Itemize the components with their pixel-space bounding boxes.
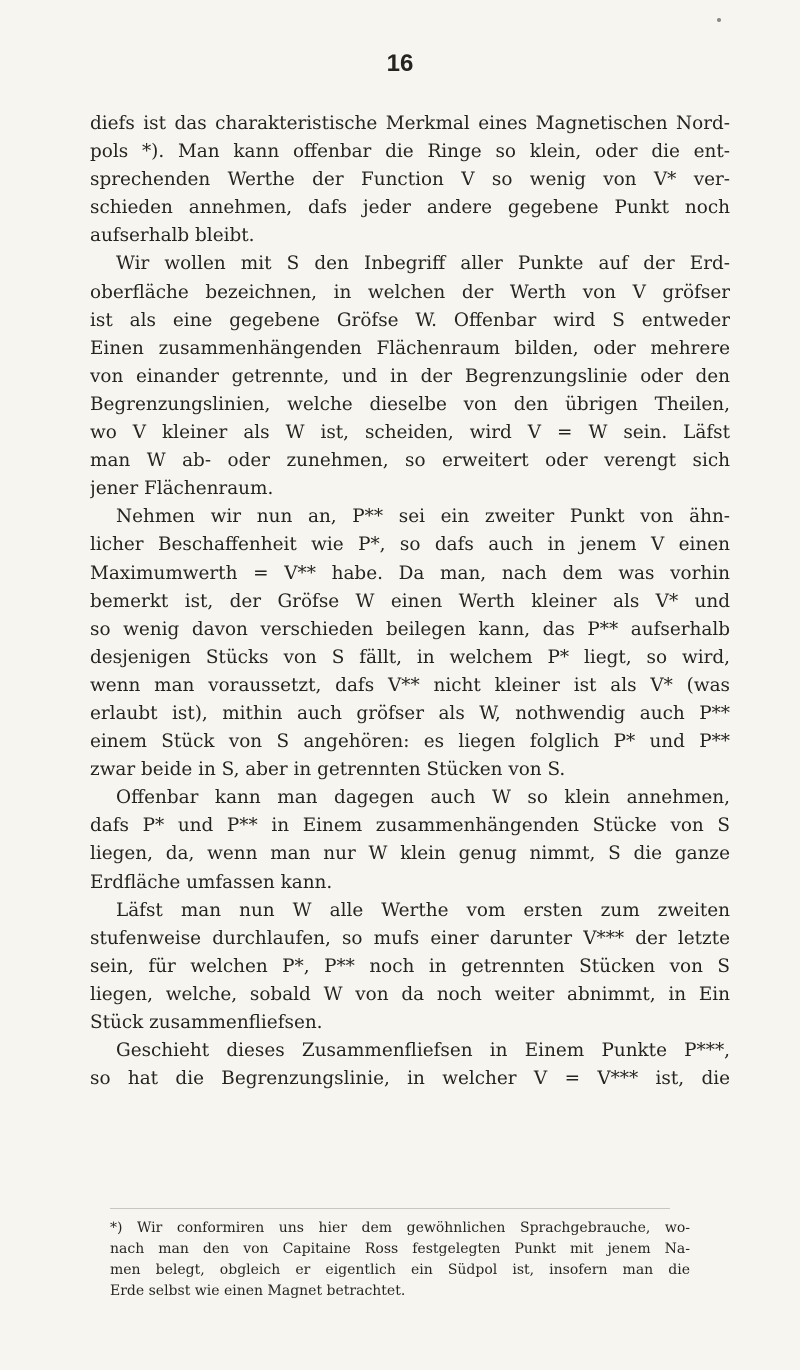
- body-line: diefs ist das charakteristische Merkmal eines Magnetischen Nord-: [90, 113, 730, 134]
- body-line: man W ab- oder zunehmen, so erweitert oder verengt sich: [90, 450, 730, 472]
- body-line: Einen zusammenhängenden Flächenraum bilden, oder mehrere: [90, 337, 730, 359]
- body-line: Läfst man nun W alle Werthe vom ersten zum zweiten: [116, 899, 730, 921]
- body-line: Erdfläche umfassen kann.: [90, 871, 333, 893]
- body-line: wo V kleiner als W ist, scheiden, wird V = W sein. Läfst: [90, 422, 730, 444]
- body-line: dafs P* und P** in Einem zusammenhängenden Stücke von S: [90, 815, 730, 837]
- body-line: von einander getrennte, und in der Begrenzungslinie oder den: [90, 365, 730, 387]
- footnote: [110, 1218, 690, 1302]
- body-line: bemerkt ist, der Gröfse W einen Werth kleiner als V* und: [90, 590, 730, 612]
- page-number: 16: [386, 50, 414, 77]
- body-line: einem Stück von S angehören: es liegen folglich P* und P**: [90, 731, 730, 753]
- page-speck-mark: [717, 18, 721, 22]
- footnote-line: *) Wir conformiren uns hier dem gewöhnlichen Sprachgebrauche, wo-: [110, 1220, 690, 1236]
- body-text: [90, 110, 730, 1093]
- body-line: Offenbar kann man dagegen auch W so klein annehmen,: [116, 787, 730, 809]
- body-line: Geschieht dieses Zusammenfliefsen in Einem Punkte P***,: [116, 1040, 730, 1062]
- body-line: Begrenzungslinien, welche dieselbe von den übrigen Theilen,: [90, 393, 730, 415]
- body-line: licher Beschaffenheit wie P*, so dafs auch in jenem V einen: [90, 534, 730, 556]
- body-line: liegen, da, wenn man nur W klein genug nimmt, S die ganze: [90, 843, 730, 865]
- body-line: so hat die Begrenzungslinie, in welcher V = V*** ist, die: [90, 1068, 730, 1090]
- body-line: Wir wollen mit S den Inbegriff aller Punkte auf der Erd-: [116, 253, 730, 275]
- body-line: aufserhalb bleibt.: [90, 225, 255, 247]
- body-line: desjenigen Stücks von S fällt, in welchem P* liegt, so wird,: [90, 646, 730, 668]
- body-line: ist als eine gegebene Gröfse W. Offenbar wird S entweder: [90, 309, 730, 331]
- body-line: oberfläche bezeichnen, in welchen der Werth von V gröfser: [90, 281, 730, 303]
- body-line: sprechenden Werthe der Function V so wenig von V* ver-: [90, 169, 730, 191]
- body-line: Maximumwerth = V** habe. Da man, nach dem was vorhin: [90, 562, 730, 584]
- footnote-divider: [110, 1208, 670, 1209]
- body-line: pols *). Man kann offenbar die Ringe so klein, oder die ent-: [90, 141, 730, 163]
- body-line: wenn man voraussetzt, dafs V** nicht kleiner ist als V* (was: [90, 674, 730, 696]
- footnote-line: Erde selbst wie einen Magnet betrachtet.: [110, 1283, 406, 1299]
- body-line: Nehmen wir nun an, P** sei ein zweiter Punkt von ähn-: [116, 506, 730, 528]
- body-line: zwar beide in S, aber in getrennten Stücken von S.: [90, 759, 566, 781]
- body-line: liegen, welche, sobald W von da noch weiter abnimmt, in Ein: [90, 983, 730, 1005]
- body-line: so wenig davon verschieden beilegen kann, das P** aufserhalb: [90, 618, 730, 640]
- body-line: stufenweise durchlaufen, so mufs einer darunter V*** der letzte: [90, 927, 730, 949]
- footnote-line: men belegt, obgleich er eigentlich ein Südpol ist, insofern man die: [110, 1262, 690, 1278]
- footnote-line: nach man den von Capitaine Ross festgelegten Punkt mit jenem Na-: [110, 1241, 690, 1257]
- body-line: schieden annehmen, dafs jeder andere gegebene Punkt noch: [90, 197, 730, 219]
- body-line: Stück zusammenfliefsen.: [90, 1012, 323, 1033]
- body-line: jener Flächenraum.: [90, 478, 274, 500]
- body-line: sein, für welchen P*, P** noch in getrennten Stücken von S: [90, 955, 730, 977]
- body-line: erlaubt ist), mithin auch gröfser als W, nothwendig auch P**: [90, 702, 730, 724]
